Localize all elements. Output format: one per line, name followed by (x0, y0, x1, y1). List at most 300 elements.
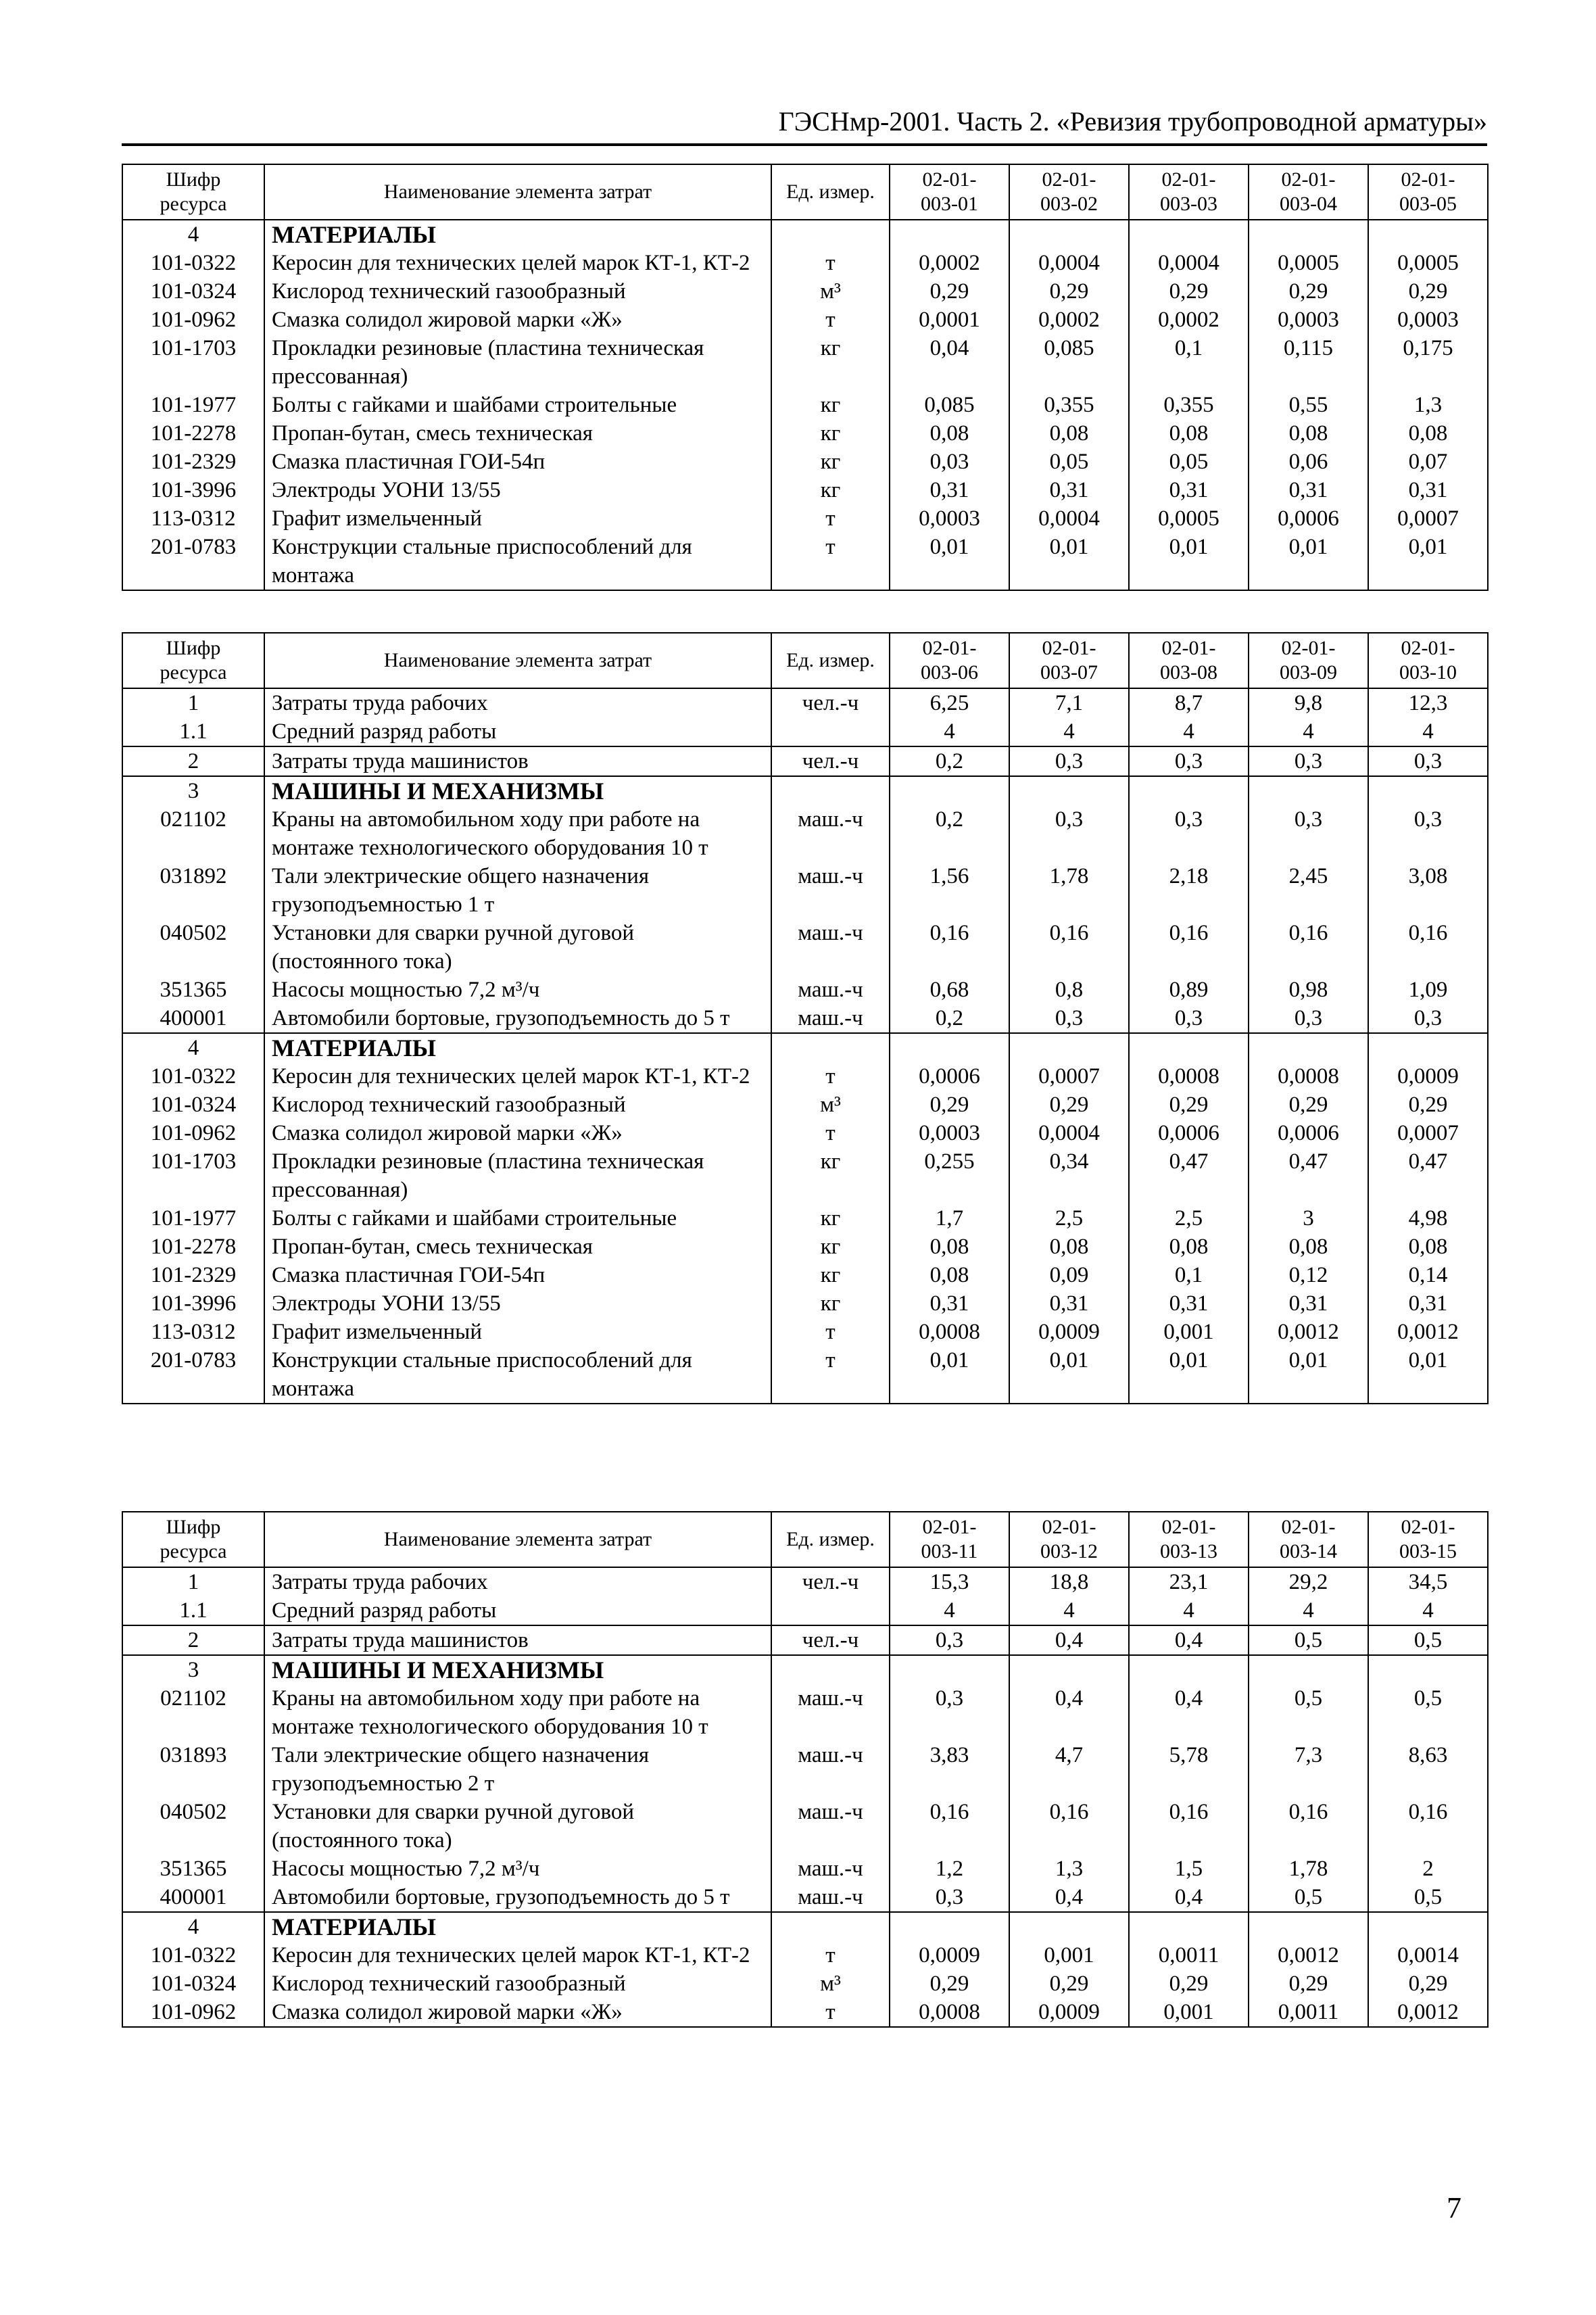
norm-column-header (1249, 633, 1368, 688)
norm-code-line1: 02-01- (1042, 168, 1096, 191)
value-cell (1368, 1912, 1488, 1941)
unit-cell: маш.-ч (771, 1855, 890, 1883)
code-header-line2: ресурса (160, 1540, 227, 1562)
value-cell (1009, 1033, 1129, 1062)
value-cell: 0,4 (1129, 1883, 1249, 1912)
value-cell: 0,0014 (1368, 1941, 1488, 1970)
value-cell: 0,16 (1368, 1798, 1488, 1855)
value-cell (890, 1033, 1009, 1062)
value-cell: 0,0008 (1249, 1062, 1368, 1091)
unit-cell: т (771, 533, 890, 590)
value-cell: 0,16 (1249, 1798, 1368, 1855)
value-cell: 0,0006 (1129, 1119, 1249, 1147)
value-cell: 0,0009 (1009, 1998, 1129, 2027)
norm-code-line1: 02-01- (1401, 1516, 1455, 1538)
unit-cell (771, 717, 890, 746)
norm-code-line2: 003-03 (1160, 193, 1217, 215)
norm-code-line1: 02-01- (1401, 168, 1455, 191)
resource-name: Электроды УОНИ 13/55 (264, 1289, 771, 1318)
resource-code: 101-0324 (122, 1970, 264, 1998)
resource-code: 400001 (122, 1883, 264, 1912)
value-cell: 4 (1129, 1596, 1249, 1625)
value-cell (1129, 1033, 1249, 1062)
value-cell: 0,29 (1129, 1970, 1249, 1998)
value-cell (890, 220, 1009, 249)
value-cell: 0,0002 (1129, 306, 1249, 334)
table-row (122, 391, 1488, 419)
value-cell: 0,0005 (1249, 249, 1368, 277)
value-cell: 0,0009 (1009, 1318, 1129, 1346)
section-row (122, 220, 1488, 249)
value-cell: 0,001 (1009, 1941, 1129, 1970)
value-cell (890, 776, 1009, 805)
value-cell (1009, 776, 1129, 805)
unit-cell: маш.-ч (771, 805, 890, 862)
norm-code-line2: 003-13 (1160, 1540, 1217, 1562)
resource-name: Установки для сварки ручной дуговой (постоянного тока) (264, 919, 771, 976)
value-cell: 0,3 (1368, 1004, 1488, 1033)
header-rule (122, 143, 1487, 146)
value-cell: 0,29 (890, 1970, 1009, 1998)
value-cell: 0,3 (1009, 805, 1129, 862)
value-cell: 0,06 (1249, 448, 1368, 476)
resource-name: Тали электрические общего назначения грузоподъемностью 2 т (264, 1741, 771, 1798)
value-cell: 4 (1129, 717, 1249, 746)
value-cell: 0,01 (1009, 1346, 1129, 1404)
resource-name: Графит измельченный (264, 1318, 771, 1346)
value-cell: 0,08 (1009, 1233, 1129, 1261)
norm-column-header (1009, 1512, 1129, 1567)
table-row (122, 1741, 1488, 1798)
table-row (122, 1062, 1488, 1091)
value-cell: 0,0012 (1368, 1318, 1488, 1346)
value-cell: 0,01 (1009, 533, 1129, 590)
table-row (122, 919, 1488, 976)
value-cell: 0,29 (1129, 277, 1249, 306)
table-row (122, 717, 1488, 746)
value-cell: 9,8 (1249, 688, 1368, 717)
unit-cell: кг (771, 334, 890, 391)
unit-cell: м³ (771, 277, 890, 306)
norm-column-header (1368, 633, 1488, 688)
table-row (122, 1883, 1488, 1912)
name-column-header: Наименование элемента затрат (264, 633, 771, 688)
value-cell: 0,8 (1009, 976, 1129, 1004)
value-cell: 4 (1249, 717, 1368, 746)
value-cell: 4 (890, 717, 1009, 746)
resource-name: Конструкции стальные приспособлений для монтажа (264, 533, 771, 590)
code-column-header (122, 1512, 264, 1567)
resource-name: Электроды УОНИ 13/55 (264, 476, 771, 504)
table-row (122, 1091, 1488, 1119)
value-cell: 0,001 (1129, 1998, 1249, 2027)
value-cell: 0,3 (1009, 1004, 1129, 1033)
table-row (122, 688, 1488, 717)
unit-cell: т (771, 1062, 890, 1091)
unit-cell: кг (771, 391, 890, 419)
value-cell: 0,0003 (1368, 306, 1488, 334)
value-cell: 0,31 (1009, 1289, 1129, 1318)
value-cell: 18,8 (1009, 1567, 1129, 1596)
resource-name: Смазка солидол жировой марки «Ж» (264, 306, 771, 334)
value-cell: 0,01 (1129, 533, 1249, 590)
resource-code: 021102 (122, 805, 264, 862)
norm-column-header (1249, 1512, 1368, 1567)
value-cell: 0,0006 (890, 1062, 1009, 1091)
unit-cell: маш.-ч (771, 1798, 890, 1855)
value-cell: 0,4 (1009, 1625, 1129, 1655)
value-cell: 0,03 (890, 448, 1009, 476)
norm-code-line2: 003-02 (1040, 193, 1098, 215)
norm-column-header (1129, 164, 1249, 220)
resource-name: Пропан-бутан, смесь техническая (264, 1233, 771, 1261)
value-cell: 4,7 (1009, 1741, 1129, 1798)
section-row (122, 1655, 1488, 1684)
value-cell: 0,5 (1368, 1883, 1488, 1912)
resource-name: Насосы мощностью 7,2 м³/ч (264, 1855, 771, 1883)
resource-name: Керосин для технических целей марок КТ-1, КТ-2 (264, 1062, 771, 1091)
table-row (122, 419, 1488, 448)
unit-cell (771, 1655, 890, 1684)
value-cell: 0,0012 (1249, 1318, 1368, 1346)
value-cell: 2,45 (1249, 862, 1368, 919)
resource-table-2 (122, 632, 1487, 1404)
resource-code: 201-0783 (122, 533, 264, 590)
resource-name: Прокладки резиновые (пластина техническая прессованная) (264, 334, 771, 391)
value-cell: 0,29 (1249, 1970, 1368, 1998)
resource-code: 101-2329 (122, 1261, 264, 1289)
resource-code: 1 (122, 1567, 264, 1596)
resource-code: 031893 (122, 1741, 264, 1798)
value-cell: 0,5 (1249, 1684, 1368, 1741)
table-row (122, 1941, 1488, 1970)
value-cell: 0,08 (1368, 419, 1488, 448)
value-cell: 0,3 (1129, 746, 1249, 776)
value-cell (1129, 1912, 1249, 1941)
value-cell (1249, 1033, 1368, 1062)
value-cell: 0,01 (1249, 1346, 1368, 1404)
value-cell: 0,0005 (1129, 504, 1249, 533)
value-cell: 0,3 (1249, 805, 1368, 862)
value-cell: 7,1 (1009, 688, 1129, 717)
table-row (122, 1346, 1488, 1404)
norm-code-line2: 003-14 (1280, 1540, 1337, 1562)
unit-cell: м³ (771, 1091, 890, 1119)
value-cell: 0,12 (1249, 1261, 1368, 1289)
value-cell (1368, 1655, 1488, 1684)
code-column-header (122, 164, 264, 220)
value-cell: 0,0011 (1129, 1941, 1249, 1970)
value-cell: 1,5 (1129, 1855, 1249, 1883)
value-cell: 0,29 (1249, 277, 1368, 306)
resource-name: Краны на автомобильном ходу при работе на монтаже технологического оборудования 10 т (264, 805, 771, 862)
value-cell: 0,355 (1009, 391, 1129, 419)
value-cell: 2,18 (1129, 862, 1249, 919)
value-cell: 0,16 (1249, 919, 1368, 976)
value-cell: 4,98 (1368, 1204, 1488, 1233)
value-cell (1129, 1655, 1249, 1684)
value-cell: 0,16 (890, 1798, 1009, 1855)
value-cell: 0,29 (890, 277, 1009, 306)
value-cell: 0,05 (1129, 448, 1249, 476)
norm-column-header (1368, 1512, 1488, 1567)
code-header-line1: Шифр (166, 1516, 221, 1538)
table-row (122, 1998, 1488, 2027)
resource-code: 201-0783 (122, 1346, 264, 1404)
value-cell: 0,08 (1129, 1233, 1249, 1261)
value-cell: 4 (1368, 1596, 1488, 1625)
table-row (122, 448, 1488, 476)
value-cell: 12,3 (1368, 688, 1488, 717)
resource-name: Насосы мощностью 7,2 м³/ч (264, 976, 771, 1004)
value-cell (1129, 220, 1249, 249)
value-cell: 0,0008 (890, 1998, 1009, 2027)
value-cell: 0,0009 (890, 1941, 1009, 1970)
code-header-line1: Шифр (166, 637, 221, 659)
value-cell: 0,01 (1368, 533, 1488, 590)
resource-code: 4 (122, 1912, 264, 1941)
resource-code: 1.1 (122, 1596, 264, 1625)
page-number: 7 (1447, 2191, 1461, 2224)
norm-code-line1: 02-01- (922, 1516, 977, 1538)
value-cell: 1,2 (890, 1855, 1009, 1883)
resource-code: 113-0312 (122, 1318, 264, 1346)
value-cell (1249, 776, 1368, 805)
unit-cell (771, 1912, 890, 1941)
value-cell: 1,7 (890, 1204, 1009, 1233)
value-cell: 0,29 (1368, 277, 1488, 306)
unit-cell: чел.-ч (771, 746, 890, 776)
table-row (122, 249, 1488, 277)
resource-name: Прокладки резиновые (пластина техническая прессованная) (264, 1147, 771, 1204)
unit-cell: маш.-ч (771, 976, 890, 1004)
code-column-header (122, 633, 264, 688)
resource-code: 040502 (122, 1798, 264, 1855)
resource-name: Графит измельченный (264, 504, 771, 533)
unit-column-header: Ед. измер. (771, 164, 890, 220)
value-cell: 0,08 (1249, 1233, 1368, 1261)
resource-code: 101-1977 (122, 391, 264, 419)
resource-code: 101-0322 (122, 249, 264, 277)
resource-code: 101-2278 (122, 1233, 264, 1261)
value-cell (1009, 220, 1129, 249)
value-cell: 0,0006 (1249, 504, 1368, 533)
unit-cell: маш.-ч (771, 862, 890, 919)
resource-code: 351365 (122, 1855, 264, 1883)
value-cell: 0,4 (1009, 1883, 1129, 1912)
value-cell: 0,1 (1129, 334, 1249, 391)
norm-code-line2: 003-15 (1399, 1540, 1457, 1562)
value-cell: 0,16 (1009, 1798, 1129, 1855)
resource-name: Затраты труда машинистов (264, 746, 771, 776)
table-row (122, 1318, 1488, 1346)
norm-column-header (890, 164, 1009, 220)
value-cell: 0,31 (1249, 1289, 1368, 1318)
value-cell: 1,09 (1368, 976, 1488, 1004)
code-header-line2: ресурса (160, 193, 227, 215)
unit-cell: кг (771, 419, 890, 448)
unit-cell: т (771, 1346, 890, 1404)
norm-column-header (890, 1512, 1009, 1567)
value-cell: 0,0007 (1368, 1119, 1488, 1147)
value-cell: 0,0004 (1009, 249, 1129, 277)
norm-code-line1: 02-01- (1161, 168, 1216, 191)
value-cell: 0,07 (1368, 448, 1488, 476)
unit-cell: т (771, 1998, 890, 2027)
value-cell: 0,2 (890, 1004, 1009, 1033)
norm-code-line2: 003-05 (1399, 193, 1457, 215)
norm-column-header (1129, 1512, 1249, 1567)
value-cell: 0,5 (1368, 1625, 1488, 1655)
value-cell: 0,0002 (890, 249, 1009, 277)
resource-name: Смазка солидол жировой марки «Ж» (264, 1998, 771, 2027)
resource-name: Средний разряд работы (264, 717, 771, 746)
section-row (122, 1912, 1488, 1941)
resource-name: Болты с гайками и шайбами строительные (264, 391, 771, 419)
value-cell: 0,3 (1249, 1004, 1368, 1033)
resource-name: Затраты труда рабочих (264, 1567, 771, 1596)
value-cell: 0,0007 (1009, 1062, 1129, 1091)
norm-code-line2: 003-07 (1040, 661, 1098, 684)
resource-code: 040502 (122, 919, 264, 976)
value-cell: 0,1 (1129, 1261, 1249, 1289)
norm-code-line1: 02-01- (1161, 637, 1216, 659)
value-cell: 0,085 (1009, 334, 1129, 391)
value-cell: 0,01 (890, 533, 1009, 590)
code-header-line2: ресурса (160, 661, 227, 684)
section-title: МАТЕРИАЛЫ (264, 1033, 771, 1062)
resource-code: 2 (122, 746, 264, 776)
unit-cell: кг (771, 1261, 890, 1289)
value-cell: 0,0004 (1009, 504, 1129, 533)
value-cell: 4 (1009, 1596, 1129, 1625)
value-cell: 1,3 (1368, 391, 1488, 419)
norm-code-line1: 02-01- (1281, 168, 1336, 191)
value-cell: 0,0009 (1368, 1062, 1488, 1091)
value-cell: 4 (1249, 1596, 1368, 1625)
section-title: МАШИНЫ И МЕХАНИЗМЫ (264, 776, 771, 805)
unit-cell: т (771, 1318, 890, 1346)
unit-cell: кг (771, 448, 890, 476)
unit-cell: чел.-ч (771, 1567, 890, 1596)
value-cell: 0,55 (1249, 391, 1368, 419)
table-row (122, 476, 1488, 504)
norm-column-header (1009, 164, 1129, 220)
value-cell (1249, 1655, 1368, 1684)
table-row (122, 1261, 1488, 1289)
value-cell: 0,47 (1129, 1147, 1249, 1204)
norm-code-line1: 02-01- (1281, 1516, 1336, 1538)
unit-cell: маш.-ч (771, 919, 890, 976)
section-title: МАТЕРИАЛЫ (264, 220, 771, 249)
resource-code: 101-1703 (122, 1147, 264, 1204)
table-row (122, 1970, 1488, 1998)
value-cell: 0,29 (1009, 277, 1129, 306)
unit-cell: т (771, 1119, 890, 1147)
resource-code: 2 (122, 1625, 264, 1655)
value-cell (1009, 1912, 1129, 1941)
resource-name: Затраты труда машинистов (264, 1625, 771, 1655)
table-row (122, 277, 1488, 306)
value-cell: 0,01 (890, 1346, 1009, 1404)
resource-name: Кислород технический газообразный (264, 1970, 771, 1998)
value-cell (1129, 776, 1249, 805)
unit-cell (771, 1033, 890, 1062)
value-cell: 0,0003 (890, 504, 1009, 533)
unit-cell (771, 220, 890, 249)
unit-cell: кг (771, 476, 890, 504)
name-column-header: Наименование элемента затрат (264, 1512, 771, 1567)
value-cell: 0,5 (1249, 1625, 1368, 1655)
value-cell: 4 (1009, 717, 1129, 746)
unit-cell: т (771, 306, 890, 334)
value-cell: 0,0006 (1249, 1119, 1368, 1147)
value-cell: 0,31 (1249, 476, 1368, 504)
resource-code: 113-0312 (122, 504, 264, 533)
resource-code: 101-1977 (122, 1204, 264, 1233)
resource-code: 1 (122, 688, 264, 717)
norm-code-line2: 003-04 (1280, 193, 1337, 215)
resource-name: Смазка пластичная ГОИ-54п (264, 448, 771, 476)
value-cell: 4 (1368, 717, 1488, 746)
resource-name: Тали электрические общего назначения грузоподъемностью 1 т (264, 862, 771, 919)
value-cell: 0,04 (890, 334, 1009, 391)
unit-cell: маш.-ч (771, 1004, 890, 1033)
value-cell: 4 (890, 1596, 1009, 1625)
value-cell: 1,3 (1009, 1855, 1129, 1883)
value-cell: 8,63 (1368, 1741, 1488, 1798)
value-cell: 6,25 (890, 688, 1009, 717)
value-cell: 2,5 (1009, 1204, 1129, 1233)
value-cell: 0,175 (1368, 334, 1488, 391)
value-cell (890, 1655, 1009, 1684)
section-title: МАШИНЫ И МЕХАНИЗМЫ (264, 1655, 771, 1684)
value-cell: 0,4 (1129, 1625, 1249, 1655)
unit-cell: т (771, 249, 890, 277)
table-row (122, 1596, 1488, 1625)
resource-code: 4 (122, 220, 264, 249)
value-cell: 2,5 (1129, 1204, 1249, 1233)
table-row (122, 746, 1488, 776)
value-cell: 0,08 (890, 1261, 1009, 1289)
resource-code: 101-0324 (122, 277, 264, 306)
value-cell: 0,0011 (1249, 1998, 1368, 2027)
value-cell: 0,31 (890, 476, 1009, 504)
value-cell (1249, 1912, 1368, 1941)
unit-cell (771, 1596, 890, 1625)
unit-cell: м³ (771, 1970, 890, 1998)
value-cell: 0,001 (1129, 1318, 1249, 1346)
resource-name: Установки для сварки ручной дуговой (постоянного тока) (264, 1798, 771, 1855)
resource-name: Кислород технический газообразный (264, 1091, 771, 1119)
unit-cell: т (771, 504, 890, 533)
value-cell: 0,0003 (1249, 306, 1368, 334)
table-header-row (122, 633, 1488, 688)
value-cell: 0,29 (1368, 1091, 1488, 1119)
value-cell: 0,29 (890, 1091, 1009, 1119)
resource-table (122, 632, 1489, 1404)
resource-code: 3 (122, 776, 264, 805)
value-cell: 0,08 (890, 1233, 1009, 1261)
table-row (122, 1625, 1488, 1655)
table-row (122, 1204, 1488, 1233)
value-cell: 0,2 (890, 746, 1009, 776)
value-cell (1368, 220, 1488, 249)
value-cell: 0,5 (1249, 1883, 1368, 1912)
value-cell: 0,0012 (1249, 1941, 1368, 1970)
norm-code-line1: 02-01- (1281, 637, 1336, 659)
table-row (122, 976, 1488, 1004)
